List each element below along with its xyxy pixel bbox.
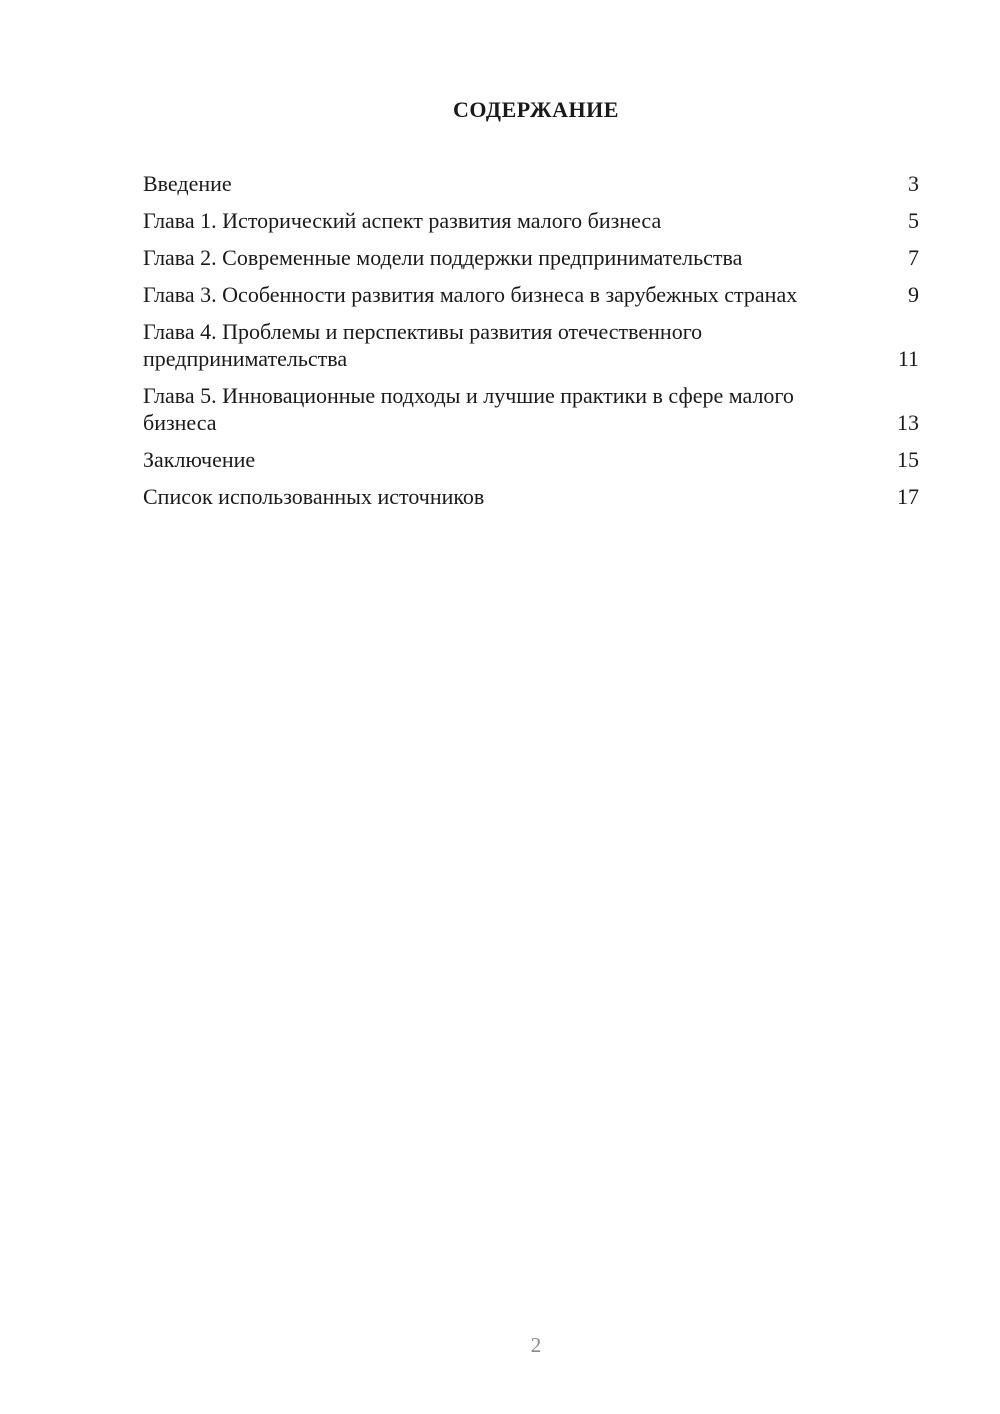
toc-entry-title: Список использованных источников <box>143 484 485 509</box>
toc-heading: СОДЕРЖАНИЕ <box>453 97 619 122</box>
toc-entry-title: Глава 2. Современные модели поддержки предпринимательства <box>143 245 743 270</box>
toc-entry-conclusion <box>143 446 919 473</box>
toc-entry-title: Введение <box>143 171 232 196</box>
toc-entry-page: 5 <box>908 208 919 233</box>
toc-entry-chapter-3 <box>143 281 919 308</box>
toc-entry-title: Глава 1. Исторический аспект развития малого бизнеса <box>143 208 662 233</box>
toc-entry-chapter-4 <box>143 318 919 372</box>
toc-entry-page: 3 <box>908 171 919 196</box>
table-of-contents <box>143 170 919 520</box>
toc-entry-chapter-5 <box>143 382 919 436</box>
toc-entry-title: Глава 3. Особенности развития малого бизнеса в зарубежных странах <box>143 282 798 307</box>
toc-entry-page: 17 <box>897 484 919 509</box>
toc-entry-page: 7 <box>908 245 919 270</box>
toc-entry-page: 15 <box>897 447 919 472</box>
toc-entry-page: 11 <box>897 346 919 371</box>
toc-entry-page: 13 <box>897 410 919 435</box>
toc-entry-title: Заключение <box>143 447 256 472</box>
toc-entry-page: 9 <box>908 282 919 307</box>
toc-entry-chapter-1 <box>143 207 919 234</box>
toc-entry-title: Глава 5. Инновационные подходы и лучшие практики в сфере малого бизнеса <box>143 383 794 435</box>
toc-entry-title: Глава 4. Проблемы и перспективы развития отечественного предпринимательства <box>143 319 703 371</box>
toc-entry-introduction <box>143 170 919 197</box>
page-number: 2 <box>530 1333 542 1357</box>
toc-entry-references <box>143 483 919 510</box>
toc-entry-chapter-2 <box>143 244 919 271</box>
